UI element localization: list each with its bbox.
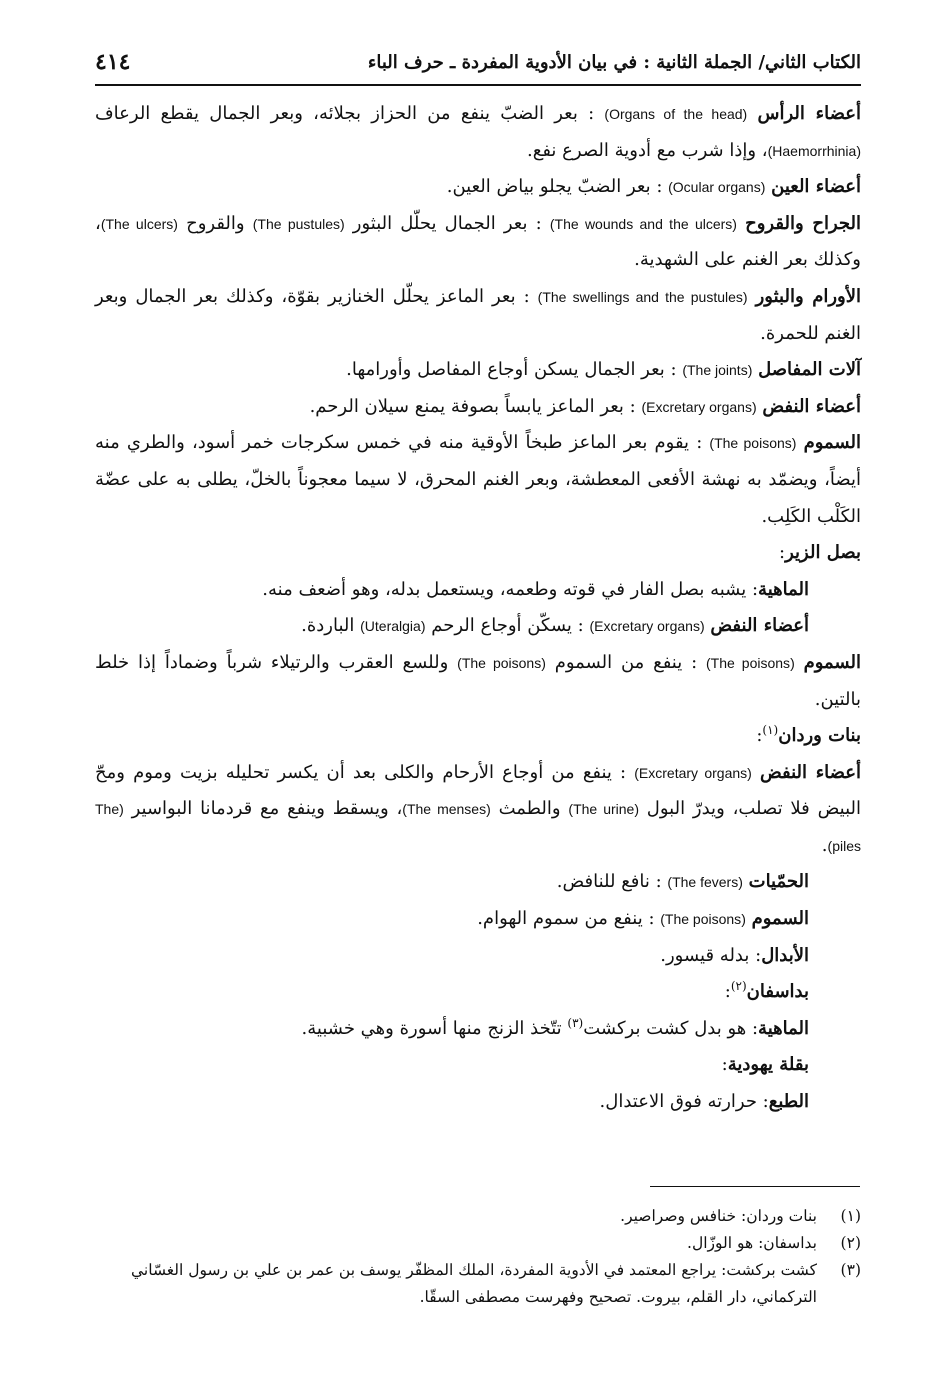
footnote [95,1257,861,1311]
entry-paragraph [95,864,861,901]
english-gloss: (The poisons) [660,911,746,928]
entry-text: : بدله قيسور. [660,944,762,966]
english-gloss: (Uteralgia) [360,618,426,635]
entry-term: أعضاء النفض [759,761,861,783]
entry-text: : يسكّن أوجاع الرحم [425,615,590,637]
entry-text: : ينفع من سموم الهوام. [477,908,661,930]
entry-text: ، ويسقط وينفع مع قردمانا البواسير [123,798,403,820]
page-number: ٤١٤ [95,49,131,75]
entry-text: : ينفع من السموم [545,651,706,673]
english-gloss: (Organs of the head) [604,106,748,122]
english-gloss: (The swellings and the pustules) [537,288,748,305]
entry-text: ، وكذلك بعر الغنم على الشهدية. [95,212,861,271]
entry-text: والقروح [177,212,253,234]
entry-text: : [724,981,731,1003]
entry-text: : [756,725,763,747]
english-gloss: (The menses) [402,801,491,818]
entry-paragraph [95,535,861,572]
entry-term: أعضاء العين [771,176,861,198]
english-gloss: (The joints) [682,362,753,379]
english-gloss: (The piles) [95,801,861,854]
entry-term: الطبع [768,1091,809,1113]
entry-text: : [779,542,786,564]
entry-text: : هو بدل كشت بركشت [583,1017,759,1039]
footnote-separator [650,1186,860,1187]
entry-paragraph [95,1084,861,1121]
entry-term: السموم [751,908,809,930]
entry-text: : بعر الماعز يحلّل الخنازير بقوّة، وكذلك بعر الجمال وبعر الغنم للحمرة. [95,285,861,344]
footnote-text: كشت بركشت: يراجع المعتمد في الأدوية المفردة، الملك المظفّر يوسف بن عمر بن علي بن رسول الغسّاني التركماني، دار القلم، بيروت. تصحيح وفهرست مصطفى السقّا. [131,1261,817,1306]
entry-term: الماهية [758,578,809,600]
english-gloss: (The poisons) [457,654,546,671]
footnote-text: بداسفان: هو الوزّال. [687,1234,817,1252]
entry-text: : يقوم بعر الماعز طبخاً الأوقية منه في خمس سكرجات خمر أسود، والطري منه أيضاً، ويضمّد به نهشة الأفعى المعطشة، وبعر الغنم المحرق، لا سيما معجوناً بالخلّ، يطلى به على عضّة الكَلْب الكَلِب. [95,432,861,527]
entry-text: ، وإذا شرب مع أدوية الصرع نفع. [527,139,768,161]
entry-text: الباردة. [301,615,361,637]
entry-text: : بعر الجمال يحلّل البثور [344,212,550,234]
entry-paragraph [95,974,861,1011]
english-gloss: (The pustules) [252,215,345,232]
entry-text: : حرارته فوق الاعتدال. [599,1091,769,1113]
entry-term: أعضاء النفض [710,615,809,637]
entry-text: : بعر الجمال يسكن أوجاع المفاصل وأورامها. [346,359,683,381]
entry-term: السموم [803,651,861,673]
running-title: الكتاب الثاني/ الجملة الثانية : في بيان الأدوية المفردة ـ حرف الباء [367,51,861,73]
entry-text: : بعر الضبّ ينفع من الحزاز بجلائه، وبعر الجمال يقطع الرعاف [95,103,605,124]
entry-term: الجراح والقروح [745,212,861,234]
entry-term: بقلة يهودية [727,1054,809,1076]
page-header [95,40,861,86]
footnote-text: بنات وردان: خنافس وصراصير. [620,1207,817,1225]
entry-paragraph [95,755,861,865]
entry-text: : بعر الماعز يابساً بصوفة يمنع سيلان الرحم. [309,395,642,417]
entry-paragraph [95,608,861,645]
entry-paragraph [95,425,861,535]
entry-paragraph [95,206,861,279]
english-gloss: (The wounds and the ulcers) [549,215,737,232]
entry-term: الأورام والبثور [755,285,861,307]
footnote-number: (٣) [840,1261,861,1279]
footnote [95,1230,861,1257]
entry-text: : نافع للنافض. [556,871,668,893]
english-gloss: (Haemorrhinia) [767,142,861,159]
entry-paragraph [95,169,861,206]
entry-text: والطمث [490,798,569,820]
english-gloss: (Excretary organs) [641,398,757,415]
entry-term: أعضاء النفض [762,395,861,417]
entry-term: آلات المفاصل [758,359,861,381]
footnote [95,1203,861,1230]
footnote-number: (١) [840,1207,861,1225]
entry-text: : [721,1054,728,1076]
entry-text: وللسع العقرب والرتيلاء شرباً وضماداً إذا خلط بالتين. [95,651,861,710]
entry-paragraph [95,389,861,426]
entry-term: الماهية [758,1017,809,1039]
english-gloss: (Excretary organs) [589,618,705,635]
entry-paragraph [95,279,861,352]
footnote-ref: (١) [762,723,779,738]
entry-term: الأبدال [761,944,809,966]
english-gloss: (The poisons) [706,654,795,671]
english-gloss: (The ulcers) [100,215,178,232]
entry-text: . [821,834,828,856]
footnotes [95,1203,861,1311]
entry-paragraph [95,718,861,755]
entry-text: : بعر الضبّ يجلو بياض العين. [446,176,669,198]
entry-paragraph [95,572,861,609]
entry-term: بنات وردان [778,725,861,747]
entry-paragraph [95,645,861,718]
entry-term: بصل الزير [785,542,861,564]
entry-paragraph [95,938,861,975]
english-gloss: (Excretary organs) [634,764,752,781]
entry-paragraph [95,1011,861,1048]
entry-paragraph [95,352,861,389]
main-text [95,96,861,1121]
english-gloss: (The urine) [568,801,639,818]
entry-term: أعضاء الرأس [757,103,861,124]
english-gloss: (The poisons) [709,435,797,452]
footnote-ref: (٣) [567,1015,584,1030]
footnote-ref: (٢) [730,979,747,994]
entry-text: تتّخذ الزنج منها أسورة وهي خشبية. [301,1017,568,1039]
entry-text: : يشبه بصل الفار في قوته وطعمه، ويستعمل بدله، وهو أضعف منه. [262,578,759,600]
entry-text: : ينفع من أوجاع الأرحام والكلى بعد أن يكسر تحليله بزيت وموم ومحّ البيض فلا تصلب، ويدرّ البول [95,761,861,820]
entry-term: بداسفان [746,981,809,1003]
entry-term: الحمّيات [748,871,809,893]
entry-term: السموم [803,432,861,454]
entry-paragraph [95,901,861,938]
footnote-number: (٢) [840,1234,861,1252]
english-gloss: (The fevers) [667,874,743,891]
entry-paragraph [95,96,861,169]
english-gloss: (Ocular organs) [668,179,766,196]
entry-paragraph [95,1047,861,1084]
